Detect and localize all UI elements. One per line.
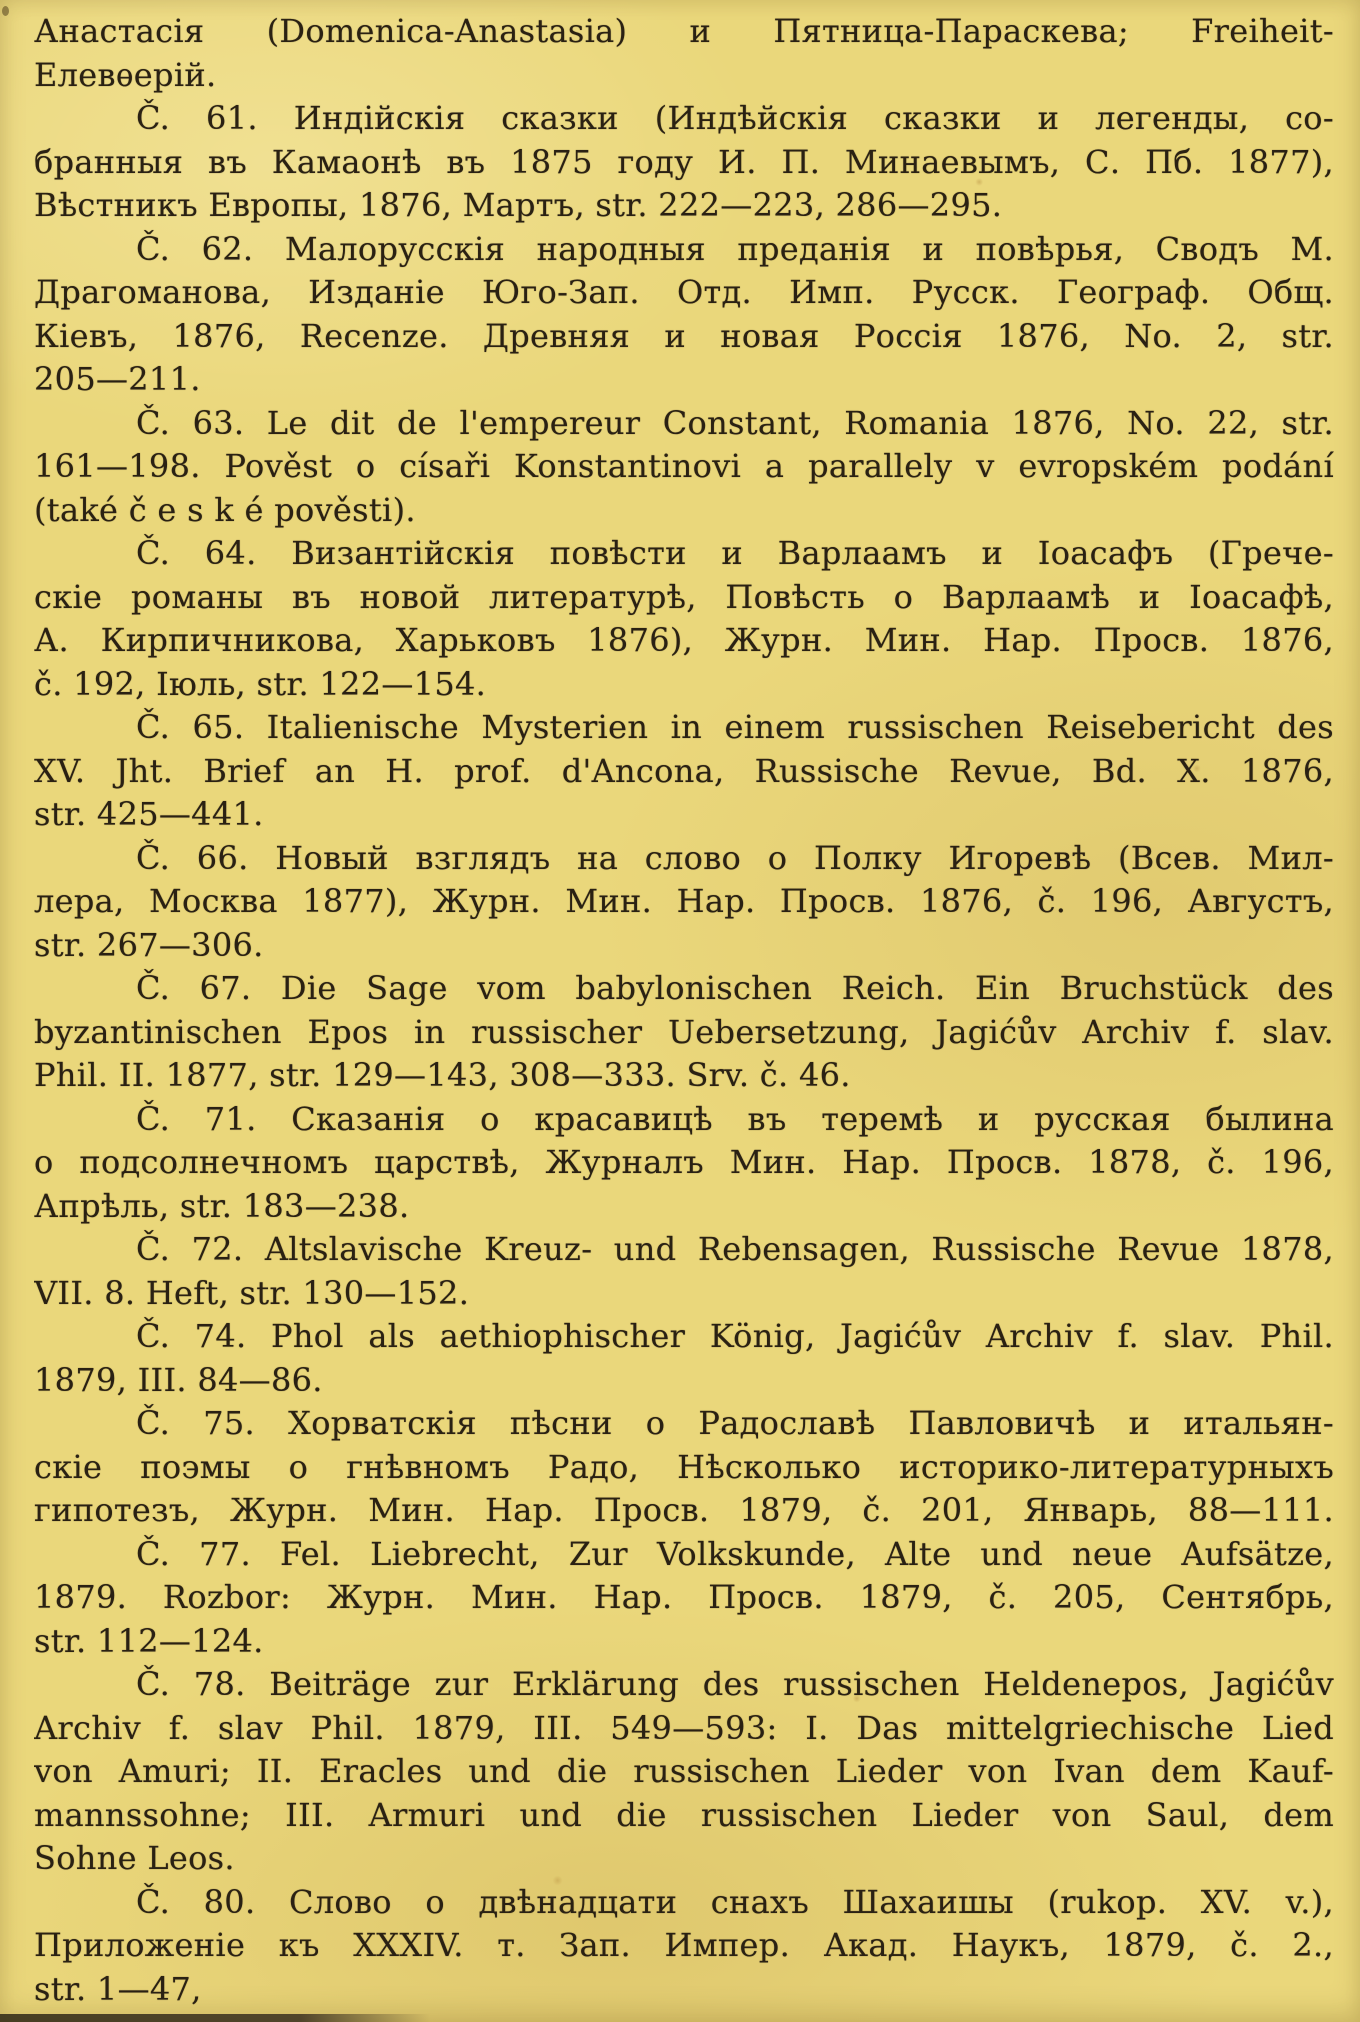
paragraph — [34, 706, 1334, 837]
text-line: mannssohne; III. Armuri und die russischen Lieder von Saul, dem — [34, 1795, 1334, 1834]
text-line: str. 112—124. — [34, 1621, 264, 1660]
paragraph — [34, 1881, 1334, 2012]
paragraph — [34, 97, 1334, 228]
paragraph — [34, 837, 1334, 968]
paragraph — [34, 1315, 1334, 1402]
text-line: (také č e s k é pověsti). — [34, 490, 416, 529]
text-line: Анастасія (Domenica-Anastasia) и Пятница-Параскева; Freiheit- — [34, 12, 1334, 50]
text-line: str. 1—47, — [34, 1969, 202, 2008]
text-line: Sohne Leos. — [34, 1839, 235, 1877]
text-line: Č. 67. Die Sage vom babylonischen Reich. Ein Bruchstück des — [136, 969, 1334, 1007]
text-line: Апрѣль, str. 183—238. — [34, 1186, 410, 1225]
text-line: Приложеніе къ XXXIV. т. Зап. Импер. Акад. Наукъ, 1879, č. 2., — [34, 1926, 1334, 1964]
text-line: Č. 74. Phol als aethiophischer König, Jagićův Archiv f. slav. Phil. — [136, 1317, 1334, 1355]
text-line: Елевѳерій. — [34, 55, 217, 94]
text-line: о подсолнечномъ царствѣ, Журналъ Мин. Нар. Просв. 1878, č. 196, — [34, 1143, 1334, 1181]
text-line: von Amuri; II. Eracles und die russischen Lieder von Ivan dem Kauf- — [34, 1752, 1334, 1790]
text-line: 1879, III. 84—86. — [34, 1360, 323, 1399]
paragraph — [34, 1533, 1334, 1664]
text-line: 1879. Rozbor: Журн. Мин. Нар. Просв. 1879, č. 205, Сентябрь, — [34, 1578, 1334, 1616]
paragraph — [34, 1228, 1334, 1315]
paragraph — [34, 1402, 1334, 1533]
text-line: XV. Jht. Brief an H. prof. d'Ancona, Russische Revue, Bd. X. 1876, — [34, 751, 1334, 790]
text-line: Phil. II. 1877, str. 129—143, 308—333. Srv. č. 46. — [34, 1056, 851, 1094]
text-line: Č. 72. Altslavische Kreuz- und Rebensagen, Russische Revue 1878, — [136, 1230, 1334, 1268]
text-line: 205—211. — [34, 360, 201, 398]
text-line: č. 192, Іюль, str. 122—154. — [34, 664, 487, 703]
text-line: Č. 78. Beiträge zur Erklärung des russischen Heldenepos, Jagićův — [136, 1665, 1334, 1703]
text-line: Č. 71. Сказанія о красавицѣ въ теремѣ и русская былина — [136, 1099, 1334, 1138]
text-line: Вѣстникъ Европы, 1876, Мартъ, str. 222—223, 286—295. — [34, 186, 1003, 224]
text-line: Č. 61. Индійскія сказки (Индѣйскія сказки и легенды, со- — [136, 99, 1334, 137]
text-line: Кіевъ, 1876, Recenze. Древняя и новая Россія 1876, No. 2, str. — [34, 316, 1334, 355]
paragraph — [34, 10, 1334, 97]
text-line: VII. 8. Heft, str. 130—152. — [34, 1273, 470, 1312]
text-line: Č. 65. Italienische Mysterien in einem russischen Reisebericht des — [136, 708, 1334, 746]
text-line: Č. 64. Византійскія повѣсти и Варлаамъ и Іоасафъ (Грече- — [136, 534, 1334, 572]
text-line: str. 267—306. — [34, 925, 264, 964]
paragraph — [34, 532, 1334, 706]
text-line: str. 425—441. — [34, 795, 264, 833]
text-line: Č. 75. Хорватскія пѣсни о Радославѣ Павловичѣ и итальян- — [136, 1404, 1334, 1442]
paragraph — [34, 402, 1334, 533]
text-line: скіе поэмы о гнѣвномъ Радо, Нѣсколько историко-литературныхъ — [34, 1447, 1334, 1486]
paragraph — [34, 967, 1334, 1098]
text-line: гипотезъ, Журн. Мин. Нар. Просв. 1879, č. 201, Январь, 88—111. — [34, 1491, 1334, 1529]
text-line: 161—198. Pověst o císaři Konstantinovi a parallely v evropském podání — [34, 447, 1334, 485]
text-line: Č. 80. Слово о двѣнадцати снахъ Шахаишы (rukop. XV. v.), — [136, 1882, 1334, 1921]
paragraph — [34, 1098, 1334, 1229]
text-line: бранныя въ Камаонѣ въ 1875 году И. П. Минаевымъ, С. Пб. 1877), — [34, 142, 1334, 181]
paragraph — [34, 1663, 1334, 1881]
text-line: Драгоманова, Изданіе Юго-Зап. Отд. Имп. Русск. Географ. Общ. — [34, 273, 1334, 311]
text-line: Archiv f. slav Phil. 1879, III. 549—593: I. Das mittelgriechische Lied — [34, 1708, 1334, 1747]
text-line: скіе романы въ новой литературѣ, Повѣсть о Варлаамѣ и Іоасафѣ, — [34, 577, 1334, 616]
text-line: Č. 62. Малорусскія народныя преданія и повѣрья, Сводъ М. — [136, 229, 1334, 268]
text-line: лера, Москва 1877), Журн. Мин. Нар. Просв. 1876, č. 196, Августъ, — [34, 882, 1334, 920]
paragraph — [34, 228, 1334, 402]
paper-speck — [2, 6, 9, 16]
text-line: Č. 77. Fel. Liebrecht, Zur Volkskunde, Alte und neue Aufsätze, — [136, 1534, 1334, 1573]
text-line: byzantinischen Epos in russischer Uebersetzung, Jagićův Archiv f. slav. — [34, 1012, 1334, 1051]
text-line: Č. 66. Новый взглядъ на слово о Полку Игоревѣ (Всев. Мил- — [136, 838, 1334, 877]
text-line: А. Кирпичникова, Харьковъ 1876), Журн. Мин. Нар. Просв. 1876, — [34, 621, 1334, 659]
scan-edge-artifact — [0, 2014, 430, 2022]
text-line: Č. 63. Le dit de l'empereur Constant, Romania 1876, No. 22, str. — [136, 403, 1334, 442]
